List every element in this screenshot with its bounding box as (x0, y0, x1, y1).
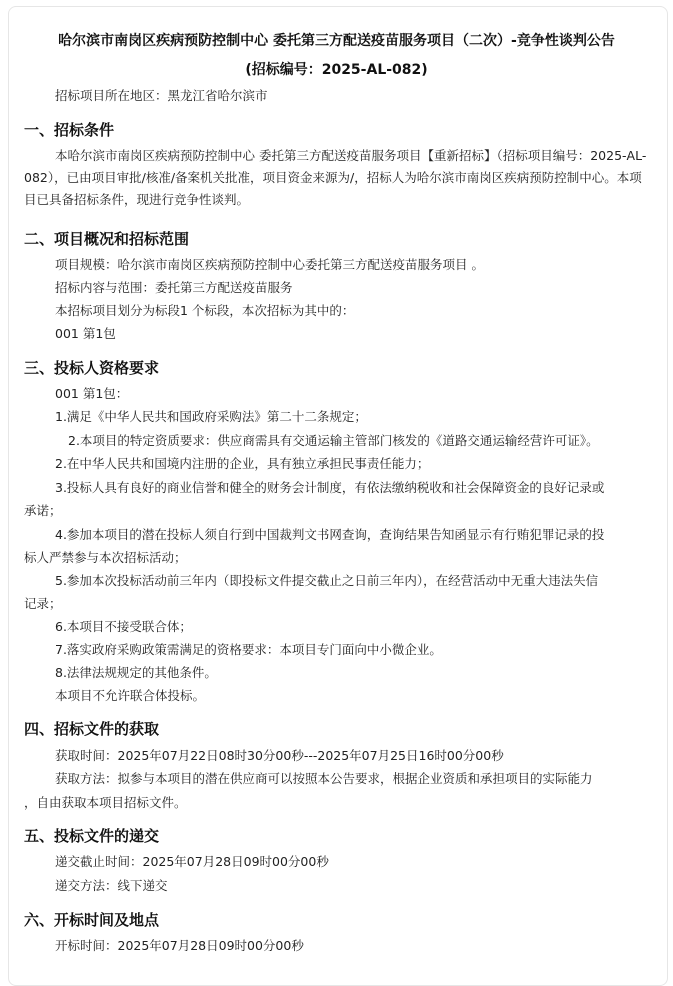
requirement-10: 本项目不允许联合体投标。 (55, 688, 206, 703)
requirement-5-cont: 标人严禁参与本次招标活动； (24, 550, 187, 565)
project-scope: 招标内容与范围：委托第三方配送疫苗服务 (55, 280, 293, 295)
section-heading-overview: 二、项目概况和招标范围 (24, 230, 190, 248)
page-title: 哈尔滨市南岗区疾病预防控制中心 委托第三方配送疫苗服务项目（二次）-竞争性谈判公告 (58, 33, 615, 49)
obtain-method-cont: ，自由获取本项目招标文件。 (24, 795, 187, 810)
section-heading-qualification: 三、投标人资格要求 (24, 359, 160, 377)
section-heading-conditions: 一、招标条件 (24, 121, 115, 139)
tender-number: (招标编号：2025-AL-082) (245, 62, 428, 78)
section-heading-submission: 五、投标文件的递交 (24, 827, 160, 845)
project-location: 招标项目所在地区：黑龙江省哈尔滨市 (55, 88, 268, 103)
lot-division: 本招标项目划分为标段1 个标段，本次招标为其中的： (55, 303, 355, 318)
requirement-9: 8.法律法规规定的其他条件。 (55, 665, 217, 680)
qualification-lot: 001 第1包： (55, 386, 129, 401)
conditions-text: 本哈尔滨市南岗区疾病预防控制中心 委托第三方配送疫苗服务项目【重新招标】（招标项目编号：2025-AL-082），已由项目审批/核准/备案机关批准，项目资金来源为/，招标人为哈尔滨市南岗区疾病预防控制中心。本项目已具备招标条件，现进行竞争性谈判。 (24, 148, 647, 207)
requirement-6: 5.参加本次投标活动前三年内（即投标文件提交截止之日前三年内），在经营活动中无重大违法失信 (55, 573, 599, 588)
requirement-8: 7.落实政府采购政策需满足的资格要求：本项目专门面向中小微企业。 (55, 642, 442, 657)
submission-deadline: 递交截止时间：2025年07月28日09时00分00秒 (55, 854, 329, 869)
requirement-1: 1.满足《中华人民共和国政府采购法》第二十二条规定； (55, 409, 367, 424)
submission-method: 递交方法：线下递交 (55, 878, 168, 893)
section-heading-opening: 六、开标时间及地点 (24, 911, 160, 929)
requirement-6-cont: 记录； (24, 596, 62, 611)
requirement-4: 3.投标人具有良好的商业信誉和健全的财务会计制度，有依法缴纳税收和社会保障资金的良好记录或 (55, 480, 605, 495)
obtain-time: 获取时间：2025年07月22日08时30分00秒---2025年07月25日16时00分00秒 (55, 748, 504, 763)
project-scale: 项目规模：哈尔滨市南岗区疾病预防控制中心委托第三方配送疫苗服务项目 。 (55, 257, 484, 272)
requirement-7: 6.本项目不接受联合体； (55, 619, 192, 634)
opening-time: 开标时间：2025年07月28日09时00分00秒 (55, 938, 304, 953)
lot-item: 001 第1包 (55, 326, 116, 341)
obtain-method: 获取方法：拟参与本项目的潜在供应商可以按照本公告要求，根据企业资质和承担项目的实际能力 (55, 771, 593, 786)
requirement-4-cont: 承诺； (24, 503, 62, 518)
requirement-3: 2.在中华人民共和国境内注册的企业，具有独立承担民事责任能力； (55, 456, 430, 471)
requirement-5: 4.参加本项目的潜在投标人须自行到中国裁判文书网查询，查询结果告知函显示有行贿犯罪记录的投 (55, 527, 605, 542)
requirement-2: 2.本项目的特定资质要求：供应商需具有交通运输主管部门核发的《道路交通运输经营许可证》。 (68, 433, 599, 448)
section-heading-obtain: 四、招标文件的获取 (24, 720, 160, 738)
